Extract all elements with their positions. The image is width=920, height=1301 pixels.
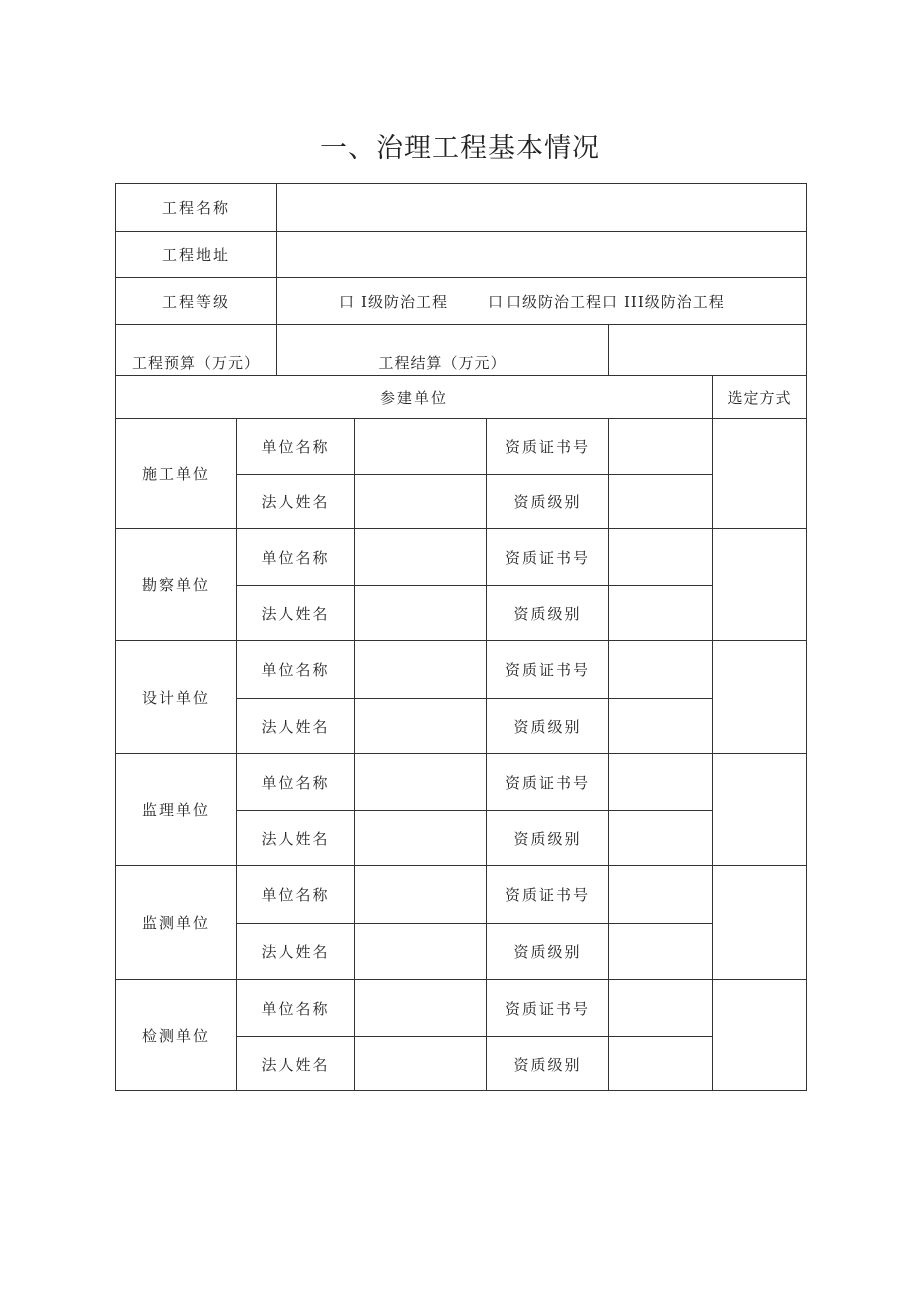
selection-method-field[interactable]: [713, 980, 806, 1091]
qual-level-label: 资质级别: [513, 493, 582, 511]
project-settlement-label: 工程结算（万元）: [378, 354, 507, 372]
cert-no-label: 资质证书号: [504, 886, 590, 904]
grade-option-label: III级防治工程: [624, 292, 725, 311]
legal-person-label: 法人姓名: [261, 493, 330, 511]
qual-level-label: 资质级别: [513, 829, 582, 848]
unit-name-label: 单位名称: [261, 661, 330, 679]
unit-type-label: 勘察单位: [141, 576, 210, 594]
grade-option-2[interactable]: [488, 291, 602, 312]
cert-no-label: 资质证书号: [504, 548, 590, 567]
grade-option-1[interactable]: [339, 291, 448, 312]
checkbox-icon: 口: [487, 292, 504, 311]
unit-name-field[interactable]: [355, 641, 486, 698]
selection-method-field[interactable]: [713, 866, 806, 979]
legal-person-field[interactable]: [355, 586, 486, 640]
cert-no-label: 资质证书号: [504, 999, 590, 1018]
legal-person-label: 法人姓名: [261, 943, 330, 961]
unit-name-label: 单位名称: [261, 548, 330, 567]
project-address-label: 工程地址: [161, 246, 230, 264]
unit-type-label: 监理单位: [141, 801, 210, 819]
qual-level-field[interactable]: [609, 475, 712, 528]
unit-name-label: 单位名称: [261, 773, 330, 792]
selection-method-field[interactable]: [713, 754, 806, 865]
legal-person-field[interactable]: [355, 924, 486, 979]
cert-no-field[interactable]: [609, 866, 712, 923]
unit-type-label: 设计单位: [141, 688, 210, 707]
unit-name-field[interactable]: [355, 419, 486, 474]
selection-method-field[interactable]: [713, 419, 806, 528]
project-address-field[interactable]: [277, 232, 806, 277]
unit-type-label: 检测单位: [141, 1027, 210, 1045]
project-settlement-field[interactable]: [609, 325, 806, 375]
selection-method-header: 选定方式: [727, 388, 792, 407]
project-name-field[interactable]: [277, 184, 806, 231]
legal-person-field[interactable]: [355, 1037, 486, 1091]
checkbox-icon: 口: [601, 292, 618, 311]
participants-header: 参建单位: [379, 388, 448, 407]
unit-name-label: 单位名称: [261, 999, 330, 1018]
legal-person-field[interactable]: [355, 699, 486, 753]
legal-person-label: 法人姓名: [261, 604, 330, 623]
qual-level-label: 资质级别: [513, 604, 582, 623]
legal-person-label: 法人姓名: [261, 829, 330, 848]
unit-name-field[interactable]: [355, 866, 486, 923]
qual-level-field[interactable]: [609, 586, 712, 640]
grade-option-label: 口级防治工程: [505, 292, 602, 311]
legal-person-label: 法人姓名: [261, 1055, 330, 1074]
project-budget-label: 工程预算（万元）: [131, 354, 260, 372]
grade-option-3[interactable]: [602, 291, 725, 312]
project-info-form: [115, 183, 807, 1091]
cert-no-label: 资质证书号: [504, 661, 590, 679]
cert-no-label: 资质证书号: [504, 438, 590, 456]
cert-no-field[interactable]: [609, 419, 712, 474]
selection-method-field[interactable]: [713, 529, 806, 640]
unit-name-field[interactable]: [355, 529, 486, 585]
selection-method-field[interactable]: [713, 641, 806, 753]
cert-no-field[interactable]: [609, 980, 712, 1036]
project-grade-options: [277, 278, 806, 324]
legal-person-field[interactable]: [355, 811, 486, 865]
cert-no-field[interactable]: [609, 529, 712, 585]
qual-level-label: 资质级别: [513, 1055, 582, 1074]
legal-person-label: 法人姓名: [261, 717, 330, 736]
qual-level-label: 资质级别: [513, 717, 582, 736]
unit-type-label: 施工单位: [141, 465, 210, 483]
project-grade-label: 工程等级: [161, 292, 230, 311]
unit-name-field[interactable]: [355, 754, 486, 810]
qual-level-field[interactable]: [609, 924, 712, 979]
cert-no-label: 资质证书号: [504, 773, 590, 792]
qual-level-field[interactable]: [609, 699, 712, 753]
cert-no-field[interactable]: [609, 641, 712, 698]
qual-level-label: 资质级别: [513, 943, 582, 961]
qual-level-field[interactable]: [609, 1037, 712, 1091]
page-title: 一、治理工程基本情况: [320, 133, 600, 164]
project-name-label: 工程名称: [161, 199, 230, 217]
qual-level-field[interactable]: [609, 811, 712, 865]
unit-name-label: 单位名称: [261, 886, 330, 904]
unit-name-field[interactable]: [355, 980, 486, 1036]
checkbox-icon: 口: [339, 292, 356, 311]
legal-person-field[interactable]: [355, 475, 486, 528]
unit-name-label: 单位名称: [261, 438, 330, 456]
unit-type-label: 监测单位: [141, 914, 210, 932]
cert-no-field[interactable]: [609, 754, 712, 810]
grade-option-label: I级防治工程: [361, 292, 448, 311]
